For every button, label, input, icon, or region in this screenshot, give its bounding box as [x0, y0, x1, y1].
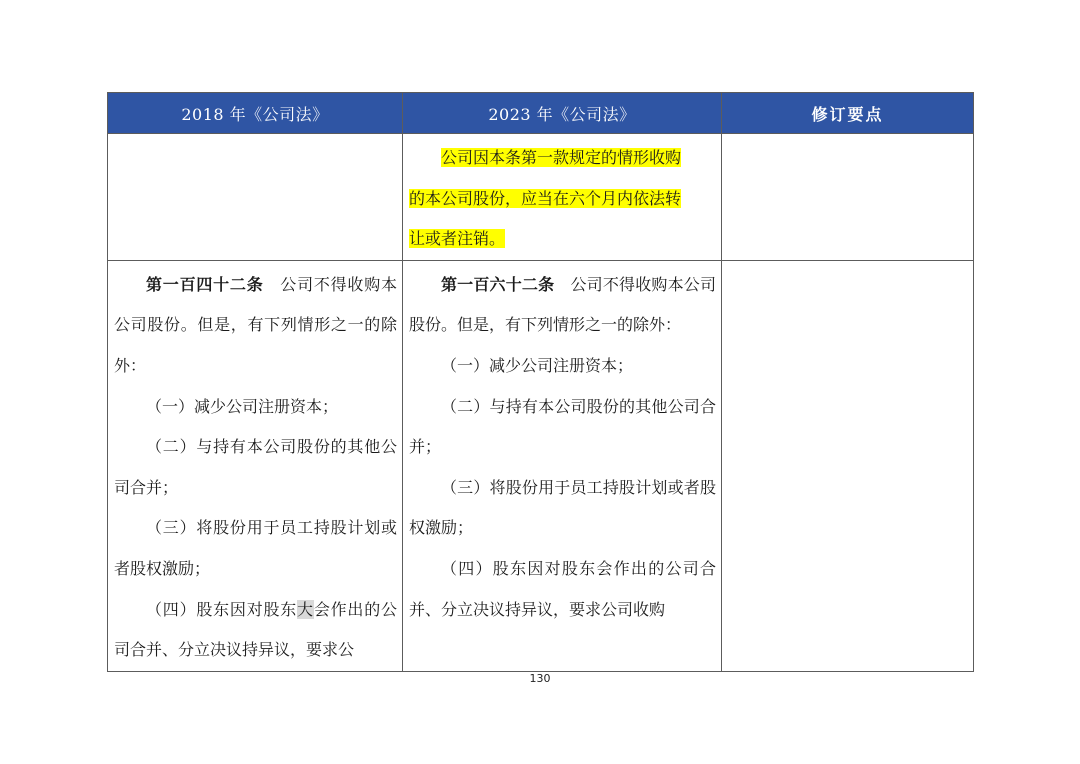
paragraph	[409, 179, 716, 220]
table-row	[108, 260, 974, 671]
header-revision-points: 修订要点	[722, 93, 974, 134]
highlighted-text: 公司因本条第一款规定的情形收购	[441, 148, 682, 167]
highlighted-text: 让或者注销。	[409, 229, 506, 249]
article-intro: 公司不得收购本公司股份。但是，有下列情形之一的除外：	[114, 274, 397, 375]
table-row	[108, 134, 974, 261]
article-paragraph	[409, 265, 716, 346]
cell-2023-article	[403, 260, 722, 671]
article-number: 第一百六十二条	[441, 274, 555, 294]
article-paragraph	[114, 265, 397, 387]
list-item: （三）将股份用于员工持股计划或者股权激励；	[409, 477, 716, 538]
law-comparison-table	[107, 92, 974, 672]
header-2018-law: 2018 年《公司法》	[108, 93, 403, 134]
article-intro: 公司不得收购本公司股份。但是，有下列情形之一的除外：	[409, 274, 716, 335]
list-item: （一）减少公司注册资本；	[146, 396, 339, 416]
paragraph	[409, 219, 716, 260]
cell-2023-highlighted	[403, 134, 722, 261]
list-item: （二）与持有本公司股份的其他公司合并；	[114, 437, 397, 497]
item-text: （四）股东因对股东	[146, 599, 298, 619]
cell-revision-notes	[722, 260, 974, 671]
list-item: （三）将股份用于员工持股计划或者股权激励；	[114, 518, 397, 578]
table-header-row	[108, 93, 974, 134]
list-item: （二）与持有本公司股份的其他公司合并；	[409, 396, 716, 457]
list-item	[114, 590, 397, 671]
shaded-char: 大	[297, 599, 314, 619]
paragraph	[409, 138, 716, 179]
highlighted-text: 的本公司股份，应当在六个月内依法转	[409, 188, 682, 208]
item-text: 会作出的公司合并、分立决议持异议，要求公	[114, 599, 397, 660]
article-number: 第一百四十二条	[146, 274, 264, 294]
cell-revision-empty	[722, 134, 974, 261]
cell-2018-article	[108, 260, 403, 671]
list-item: （四）股东因对股东会作出的公司合并、分立决议持异议，要求公司收购	[409, 558, 716, 619]
header-2023-law: 2023 年《公司法》	[403, 93, 722, 134]
cell-2018-empty	[108, 134, 403, 261]
page-number: 130	[529, 672, 551, 685]
list-item: （一）减少公司注册资本；	[441, 355, 634, 375]
